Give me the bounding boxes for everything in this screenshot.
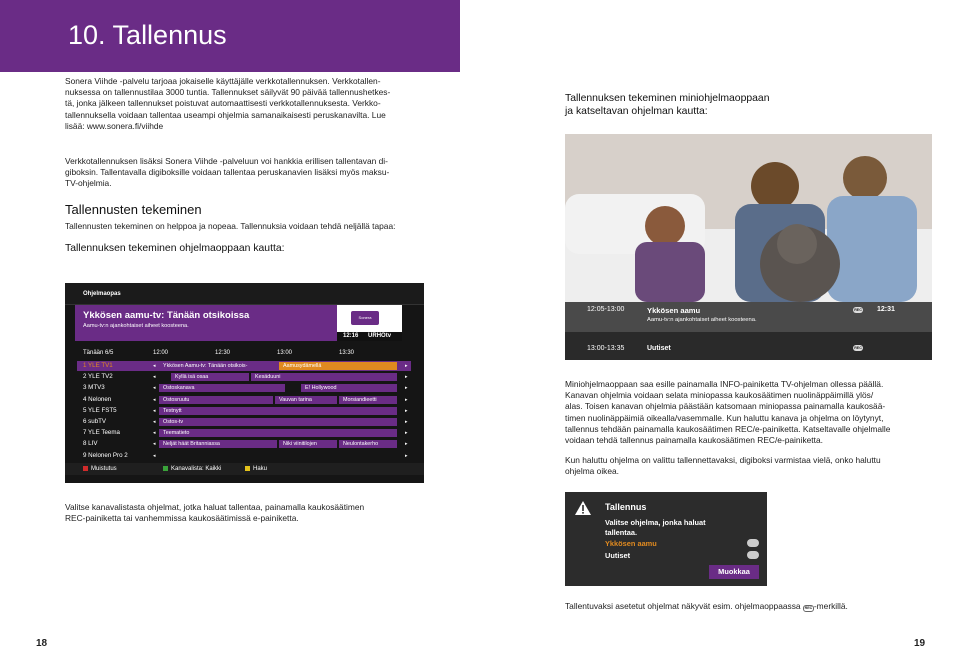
scroll-right-icon[interactable]: ▸ — [405, 452, 408, 459]
channel-name: 3 MTV3 — [83, 384, 105, 392]
program-cell[interactable]: Ykkösen Aamu-tv: Tänään otsikois- — [159, 362, 275, 370]
scroll-right-icon[interactable]: ▸ — [405, 385, 408, 392]
program-cell[interactable]: Textnytt — [159, 407, 397, 415]
preview-thumbnail — [337, 305, 402, 333]
program-cell[interactable]: Ostosruutu — [159, 396, 273, 404]
section-lead: Tallennusten tekeminen on helppoa ja nopeaa. Tallennuksia voidaan tehdä neljällä tapaa: — [65, 221, 396, 231]
scroll-right-icon[interactable]: ▸ — [405, 407, 408, 414]
program-title: Ykkösen aamu-tv: Tänään otsikoissa — [83, 310, 250, 321]
edit-button[interactable]: Muokkaa — [709, 565, 759, 579]
intro-paragraph: Sonera Viihde -palvelu tarjoaa jokaiselle käyttäjälle verkkotallennuksen. Verkkotallen- nuksessa on tallennustilaa 3000 tuntia. Tallennukset säilyvät 90 päivää tallennushetkes- tä, jonka jälkeen tallennukset poistuvat automaattisesti verkkotallennuksesta. Verkko- tallennuksella voidaan tallentaa useampi ohjelmia samanaikaisesti peruskanavilta. Lue lisää: www.sonera.fi/viihde — [65, 76, 391, 131]
preview-caption: 12:16 URHOtv — [337, 332, 402, 341]
channel-row[interactable] — [77, 439, 411, 449]
dialog-title: Tallennus — [605, 502, 647, 512]
rec-icon: REC — [854, 308, 862, 312]
dialog-option[interactable]: Uutiset — [605, 551, 631, 560]
search-action[interactable]: Haku — [253, 466, 268, 472]
scroll-left-icon[interactable]: ◂ — [153, 441, 156, 448]
channel-name: 9 Nelonen Pro 2 — [83, 451, 128, 459]
guide-caption: Valitse kanavalistasta ohjelmat, jotka haluat tallentaa, painamalla kaukosäätimen REC-painiketta tai vanhemmissa kaukosäätimissä e-painiketta. — [65, 502, 365, 524]
program-cell[interactable]: Kesäduuni — [251, 373, 397, 381]
channel-name: 2 YLE TV2 — [83, 373, 113, 381]
scroll-left-icon[interactable]: ◂ — [153, 385, 156, 392]
program-cell[interactable]: Niki viinitilojen — [279, 440, 337, 448]
chapter-header — [0, 0, 460, 72]
mini-guide-paragraph: Miniohjelmaoppaan saa esille painamalla INFO-painiketta TV-ohjelman ollessa päällä. Kanavan ohjelmia voidaan selata miniopassa kaukosäätimen nuolinäppäimillä ylös/ alas. Toisen kanavan ohjelmia päästään katsomaan miniopassa painamalla kaukosää- timen nuolinäppäimiä oikealla/vasemmalle. Kun haluttu kanava ja ohjelma on löytynyt, tallennus tehdään painamalla kaukosäätimen REC/e-painiketta. Katseltavalle ohjelmalle voidaan tehdä tallennus painamalla kaukosäätimen REC/e-painiketta. — [565, 379, 891, 446]
scroll-right-icon[interactable]: ▸ — [405, 396, 408, 403]
scroll-left-icon[interactable]: ◂ — [153, 363, 156, 369]
record-dialog — [565, 492, 767, 586]
chapter-title: 10. Tallennus — [68, 20, 227, 50]
scroll-left-icon[interactable]: ◂ — [153, 374, 156, 381]
scroll-left-icon[interactable]: ◂ — [153, 419, 156, 425]
mini-guide-screen: 12:05-13:00 Ykkösen aamu Aamu-tv:n ajankohtaiset aiheet koosteena. REC 12:31 13:00-13:35 Uutiset REC — [565, 302, 932, 360]
scroll-left-icon[interactable]: ◂ — [153, 430, 156, 437]
program-cell[interactable]: E! Hollywood — [301, 384, 397, 392]
program-cell[interactable]: Neulontakerho — [339, 440, 397, 448]
warning-icon — [575, 501, 591, 515]
channel-row[interactable] — [77, 372, 411, 382]
clock: 12:31 — [877, 306, 895, 313]
intro2-paragraph: Verkkotallennuksen lisäksi Sonera Viihde -palveluun voi hankkia erillisen tallentavan di- giboksin. Tallentavalla digiboksille voidaan tallentaa peruskanavien lisäksi myös maksu- TV-ohjelmia. — [65, 156, 390, 189]
current-program-panel — [75, 305, 402, 341]
family-photo — [565, 134, 932, 302]
channel-row[interactable] — [77, 406, 411, 416]
page-number-right: 19 — [914, 638, 926, 649]
scroll-right-icon[interactable]: ▸ — [405, 441, 408, 448]
scroll-left-icon[interactable]: ◂ — [153, 407, 156, 414]
guide-bar: Ohjelmaopas — [65, 283, 424, 305]
channel-name: 6 subTV — [83, 418, 107, 425]
program-cell[interactable]: Neljät häät Britanniassa — [159, 440, 277, 448]
reminder-action[interactable]: Muistutus — [91, 466, 117, 472]
scroll-right-icon[interactable]: ▸ — [405, 363, 408, 369]
record-toggle-icon[interactable] — [747, 551, 759, 559]
channel-row[interactable] — [77, 361, 411, 371]
scroll-right-icon[interactable]: ▸ — [405, 374, 408, 381]
dialog-option-selected[interactable]: Ykkösen aamu — [605, 539, 657, 548]
scroll-left-icon[interactable]: ◂ — [153, 452, 156, 459]
channel-name: 8 LIV — [83, 440, 98, 448]
guide-footer — [65, 463, 424, 475]
channel-name: 1 YLE TV1 — [83, 362, 113, 369]
scroll-left-icon[interactable]: ◂ — [153, 396, 156, 403]
yellow-key-icon — [245, 466, 250, 471]
page-number-left: 18 — [36, 638, 48, 649]
scroll-right-icon[interactable]: ▸ — [405, 430, 408, 437]
channel-row[interactable] — [77, 417, 411, 427]
program-guide-screen: Ohjelmaopas Ykkösen aamu-tv: Tänään otsikoissa Aamu-tv:n ajankohtaiset aiheet koosteena. Sonera 12:16 URHOtv Tänään 6/5 12:00 12:30 13:00 13:30 1 YLE TV1 ◂ ▸ Ykkösen Aamu-tv: Tänään otsikois- Aamusydämellä 2 YLE TV2 ◂ ▸ Kyllä isä osaa Kesäduuni 3 MTV3 ◂ ▸ Ostoskanava E! Hollywood 4 Nelonen ◂ ▸ Ostosruutu Vauvan tarina Morsiandieetti 5 YLE FST5 ◂ ▸ Textnytt 6 subTV ◂ ▸ Ostos-tv 7 YLE Teema ◂ ▸ Teematieto 8 LIV ◂ ▸ Neljät häät Britanniassa Niki viinitilojen Neulontakerho 9 Nelonen Pro 2 ◂ ▸ Muistutus Kanavalista: Kaikki Haku — [65, 283, 424, 483]
program-cell[interactable]: Ostos-tv — [159, 418, 397, 426]
channel-name: 4 Nelonen — [83, 395, 112, 403]
rec-mark-icon: REC — [804, 606, 813, 610]
program-cell[interactable]: Kyllä isä osaa — [171, 373, 249, 381]
mini-guide-heading: Tallennuksen tekeminen miniohjelmaoppaan ja katseltavan ohjelman kautta: — [565, 93, 770, 117]
program-cell[interactable]: Teematieto — [159, 429, 397, 437]
green-key-icon — [163, 466, 168, 471]
rec-caption: Tallentuvaksi asetetut ohjelmat näkyvät esim. ohjelmaoppaassa REC -merkillä. — [565, 601, 848, 611]
record-toggle-icon[interactable] — [747, 539, 759, 547]
photo-illustration — [565, 134, 932, 302]
dialog-message: Valitse ohjelma, jonka haluat tallentaa. — [605, 518, 706, 537]
program-cell[interactable]: Vauvan tarina — [275, 396, 337, 404]
program-cell[interactable]: Aamusydämellä — [279, 362, 397, 370]
subheading-guide: Tallennuksen tekeminen ohjelmaoppaan kautta: — [65, 243, 285, 254]
sonera-logo: Sonera — [351, 311, 379, 325]
channel-row[interactable] — [77, 451, 411, 461]
channel-name: 7 YLE Teema — [83, 429, 120, 437]
rec-icon: REC — [854, 346, 862, 350]
program-desc: Aamu-tv:n ajankohtaiset aiheet koosteena. — [83, 323, 189, 329]
program-cell[interactable]: Morsiandieetti — [339, 396, 397, 404]
confirm-paragraph: Kun haluttu ohjelma on valittu tallennettavaksi, digiboksi varmistaa vielä, onko haluttu ohjelma oikea. — [565, 455, 881, 477]
section-heading: Tallennusten tekeminen — [65, 202, 202, 217]
channel-row[interactable] — [77, 395, 411, 405]
channel-name: 5 YLE FST5 — [83, 406, 117, 414]
scroll-right-icon[interactable]: ▸ — [405, 419, 408, 425]
mini-row-current: 12:05-13:00 Ykkösen aamu Aamu-tv:n ajankohtaiset aiheet koosteena. REC 12:31 — [565, 302, 932, 332]
channel-row[interactable] — [77, 383, 411, 393]
program-cell[interactable]: Ostoskanava — [159, 384, 285, 392]
red-key-icon — [83, 466, 88, 471]
channel-row[interactable] — [77, 428, 411, 438]
channel-list-action[interactable]: Kanavalista: Kaikki — [171, 466, 222, 472]
